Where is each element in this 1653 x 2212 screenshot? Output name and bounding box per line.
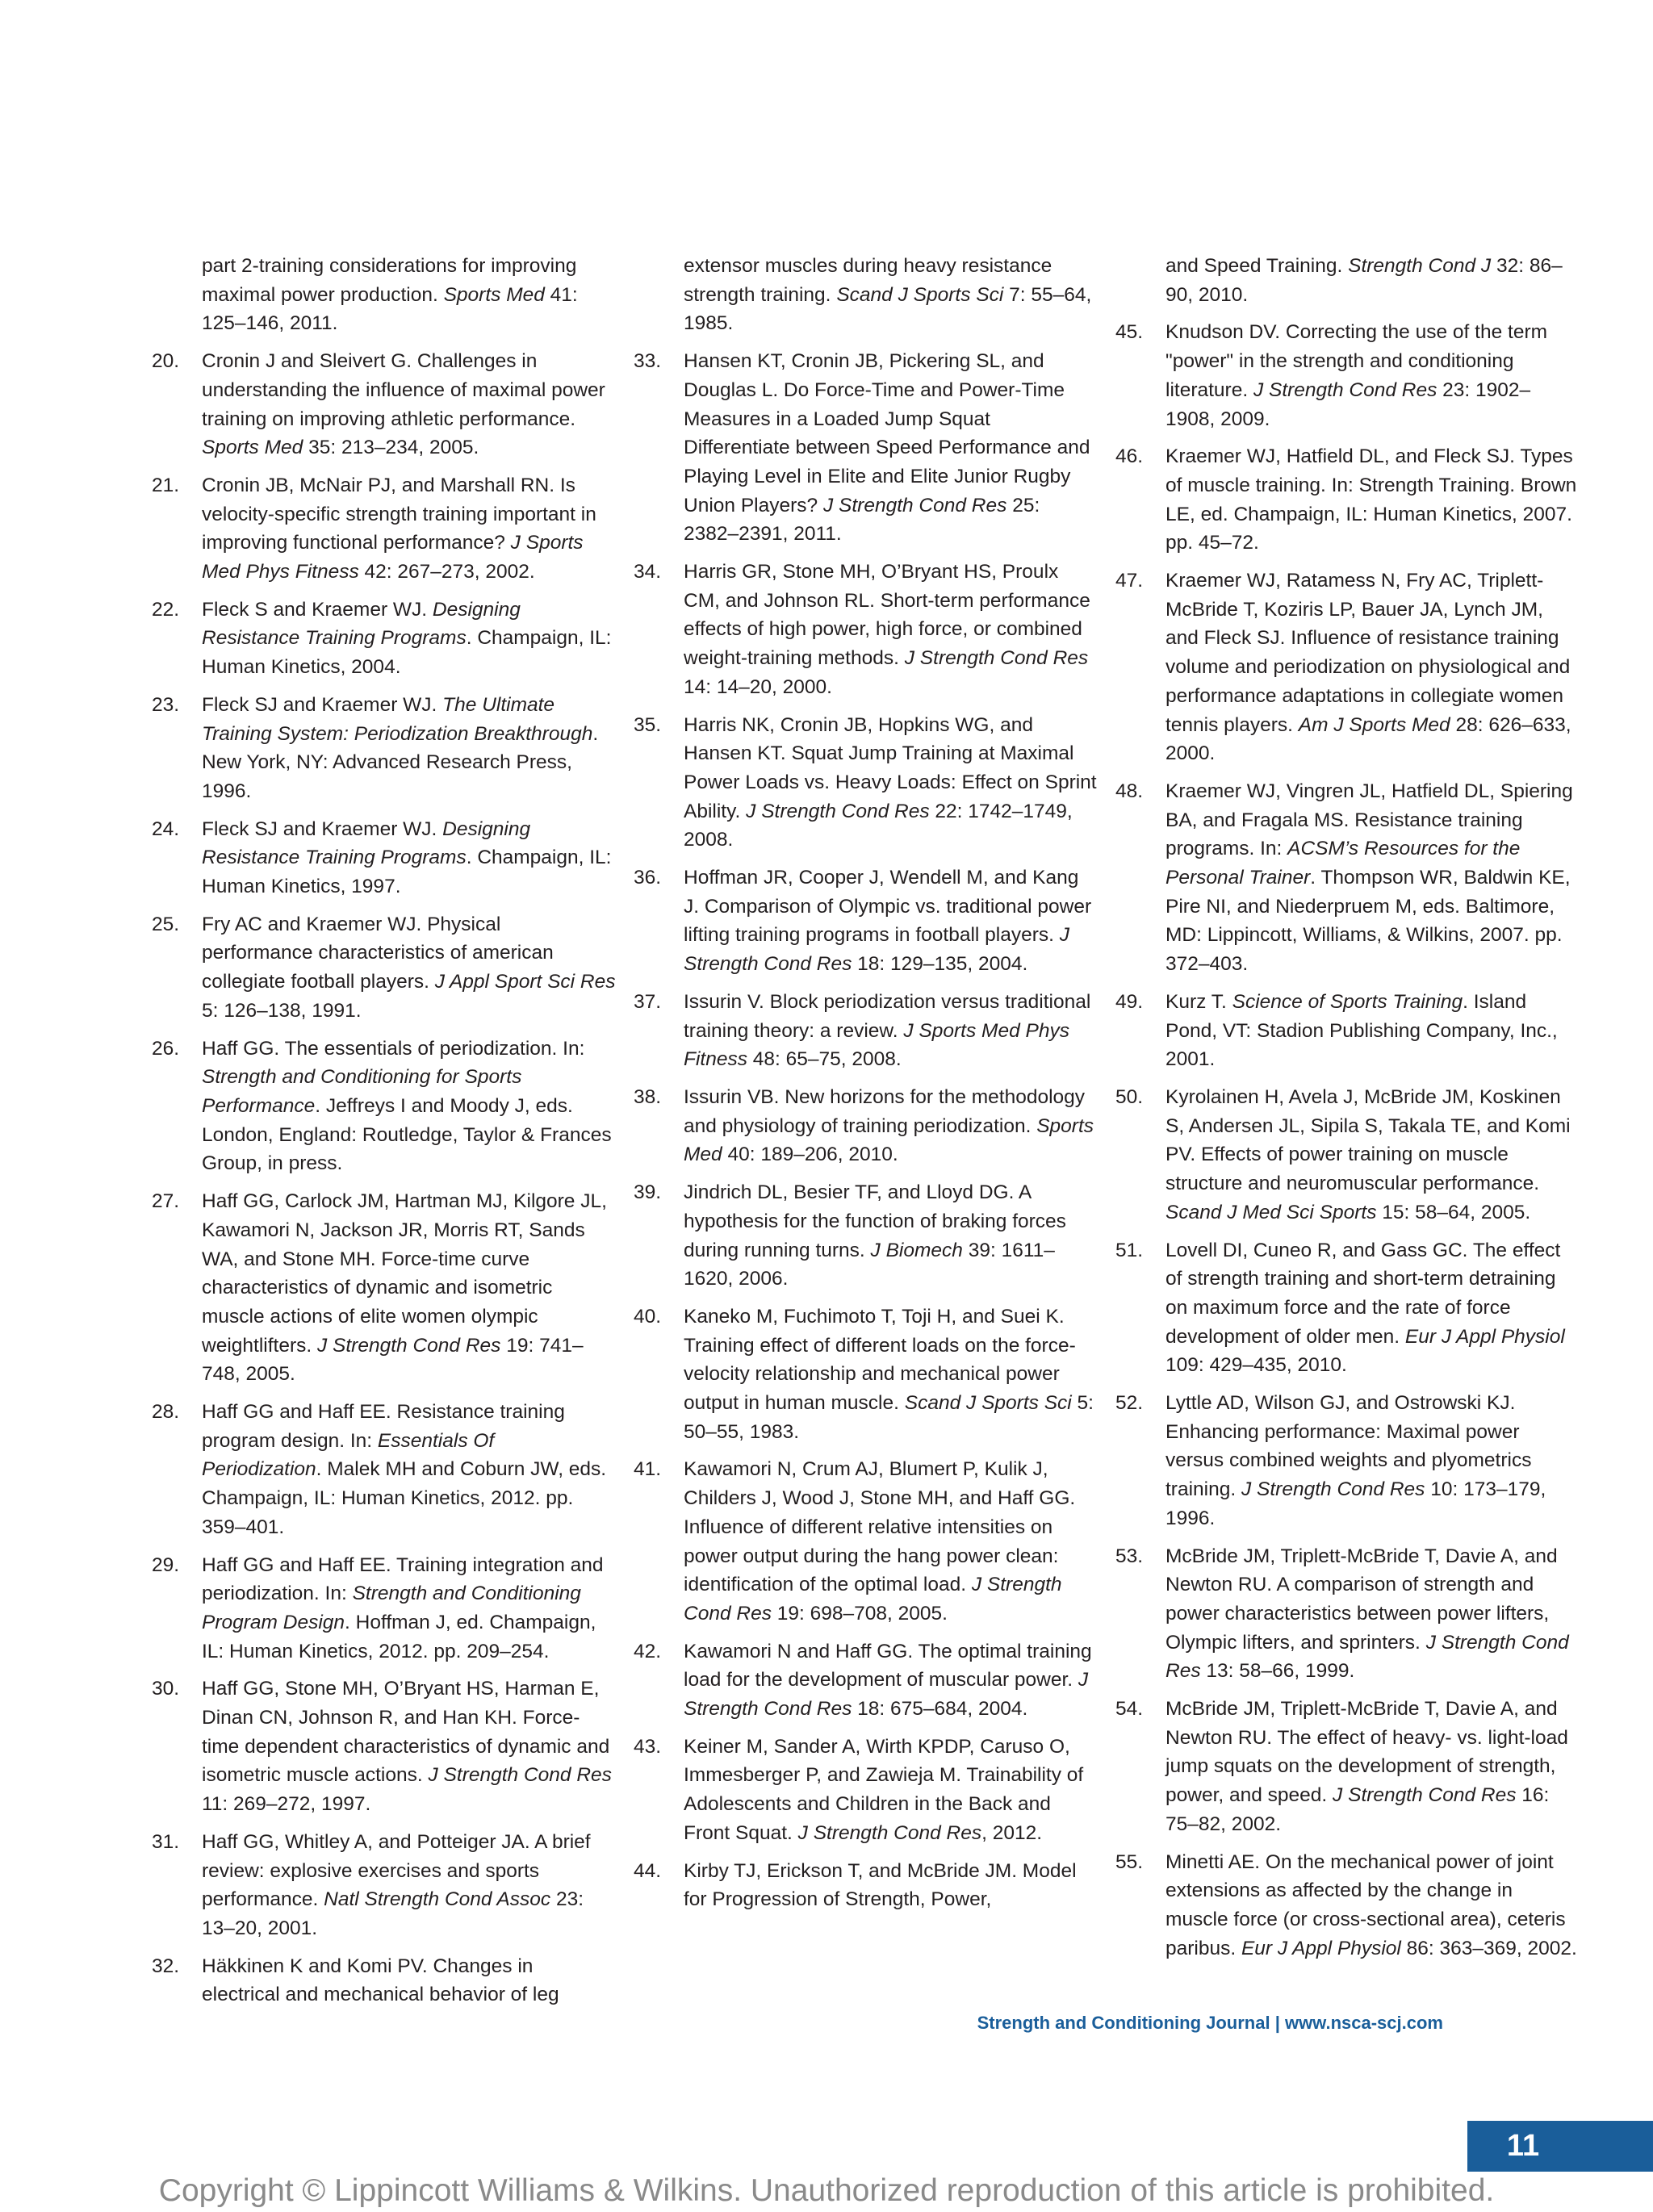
reference-text	[1165, 318, 1580, 433]
reference-text	[684, 347, 1098, 549]
reference-text-segment: Haff GG, Stone MH, O’Bryant HS, Harman E, Dinan CN, Johnson R, and Han KH. Force-time dependent characteristics of dynamic and isometric muscle actions.	[202, 1678, 610, 1787]
reference-text-segment: Kraemer WJ, Hatfield DL, and Fleck SJ. Types of muscle training. In: Strength Training. Brown LE, ed. Champaign, IL: Human Kinetics, 2007. pp. 45–72.	[1165, 445, 1577, 554]
reference-source-title: Science of Sports Training	[1232, 990, 1463, 1013]
reference-source-title: J Strength Cond Res	[684, 924, 1069, 976]
reference-text-segment: . Champaign, IL: Human Kinetics, 1997.	[202, 847, 612, 898]
reference-text	[202, 691, 616, 806]
reference-number: 54.	[1115, 1698, 1144, 1721]
reference-text-segment: Jindrich DL, Besier TF, and Lloyd DG. A hypothesis for the function of braking forces during running turns.	[684, 1181, 1066, 1261]
reference-text-segment: 16: 75–82, 2002.	[1165, 1784, 1550, 1835]
reference-text	[202, 252, 616, 338]
reference-number: 36.	[634, 867, 662, 889]
reference-text-segment: 23: 1902–1908, 2009.	[1165, 378, 1531, 430]
reference-text	[1165, 1236, 1580, 1381]
reference-source-title: J Strength Cond Res	[684, 1574, 1062, 1625]
reference-text-segment: 22: 1742–1749, 2008.	[684, 800, 1073, 851]
reference-text	[684, 863, 1098, 979]
reference-source-title: Designing Resistance Training Programs	[202, 817, 531, 869]
reference-source-title: J Strength Cond Res	[316, 1334, 501, 1357]
reference-text	[202, 1187, 616, 1389]
reference-number: 41.	[634, 1458, 662, 1481]
reference-item	[152, 691, 616, 806]
reference-number: 33.	[634, 350, 662, 373]
reference-item	[152, 347, 616, 462]
reference-source-title: Am J Sports Med	[1298, 713, 1450, 736]
reference-item	[152, 815, 616, 901]
reference-source-title: The Ultimate Training System: Periodization Breakthrough	[202, 693, 593, 745]
reference-item	[1115, 777, 1580, 979]
reference-text-segment: 39: 1611–1620, 2006.	[684, 1239, 1055, 1290]
reference-text-segment: 11: 269–272, 1997.	[202, 1793, 371, 1816]
reference-text-segment: Kirby TJ, Erickson T, and McBride JM. Model for Progression of Strength, Power,	[684, 1859, 1077, 1911]
reference-item	[634, 1083, 1098, 1169]
reference-text-segment: Fleck S and Kraemer WJ.	[202, 598, 433, 621]
reference-text	[684, 1733, 1098, 1848]
reference-item	[634, 863, 1098, 979]
reference-text	[202, 471, 616, 587]
reference-text-segment: Lovell DI, Cuneo R, and Gass GC. The effect of strength training and short-term detraining on maximum force and the rate of force development of older men.	[1165, 1239, 1561, 1348]
reference-text-segment: 7: 55–64, 1985.	[684, 283, 1092, 335]
page-number: 11	[1506, 2129, 1540, 2163]
reference-text	[202, 1551, 616, 1666]
reference-text-segment: 109: 429–435, 2010.	[1165, 1354, 1347, 1377]
reference-text	[684, 1083, 1098, 1169]
reference-item	[634, 711, 1098, 855]
reference-text-segment: Haff GG and Haff EE. Resistance training program design. In:	[202, 1401, 565, 1452]
reference-text-segment: . Hoffman J, ed. Champaign, IL: Human Kinetics, 2012. pp. 209–254.	[202, 1611, 596, 1662]
reference-item	[634, 347, 1098, 549]
reference-text-segment: 41: 125–146, 2011.	[202, 283, 578, 335]
reference-item	[634, 558, 1098, 702]
reference-item	[1115, 1848, 1580, 1963]
reference-text-segment: Kraemer WJ, Ratamess N, Fry AC, Triplett-McBride T, Koziris LP, Bauer JA, Lynch JM, and Fleck SJ. Influence of resistance training volume and periodization on physiological and performance adaptations in collegiate women tennis players.	[1165, 570, 1571, 736]
reference-text-segment: extensor muscles during heavy resistance strength training.	[684, 255, 1052, 306]
reference-text	[202, 910, 616, 1026]
reference-text-segment: . New York, NY: Advanced Research Press, 1996.	[202, 722, 599, 802]
reference-number: 44.	[634, 1859, 662, 1882]
reference-number: 32.	[152, 1955, 180, 1977]
reference-item	[152, 252, 616, 338]
reference-source-title: J Strength Cond Res	[1241, 1478, 1425, 1501]
reference-item	[634, 1637, 1098, 1724]
reference-source-title: J Appl Sport Sci Res	[434, 971, 616, 993]
reference-text	[202, 596, 616, 682]
reference-source-title: J Sports Med Phys Fitness	[684, 1019, 1069, 1071]
reference-text-segment: Kraemer WJ, Vingren JL, Hatfield DL, Spiering BA, and Fragala MS. Resistance training programs. In:	[1165, 780, 1573, 860]
reference-text	[1165, 1389, 1580, 1533]
reference-number: 35.	[634, 713, 662, 736]
reference-source-title: Scand J Sports Sci	[836, 283, 1004, 306]
reference-column-2	[634, 252, 1098, 1923]
reference-item	[152, 596, 616, 682]
reference-item	[1115, 1236, 1580, 1381]
reference-number: 21.	[152, 474, 180, 496]
reference-text-segment: Keiner M, Sander A, Wirth KPDP, Caruso O, Immesberger P, and Zawieja M. Trainability of Adolescents and Children in the Back and Front Squat.	[684, 1735, 1084, 1844]
reference-text-segment: Hoffman JR, Cooper J, Wendell M, and Kang J. Comparison of Olympic vs. traditional power lifting training programs in football players.	[684, 867, 1092, 947]
reference-item	[634, 1455, 1098, 1628]
reference-text-segment: Haff GG and Haff EE. Training integration and periodization. In:	[202, 1553, 604, 1605]
reference-source-title: Natl Strength Cond Assoc	[324, 1888, 551, 1911]
reference-number: 22.	[152, 598, 180, 621]
reference-text	[1165, 252, 1580, 309]
reference-text	[202, 1828, 616, 1943]
reference-source-title: ACSM’s Resources for the Personal Trainer	[1165, 838, 1521, 889]
reference-source-title: J Strength Cond Res	[822, 494, 1007, 516]
reference-item	[152, 1828, 616, 1943]
reference-text-segment: 32: 86–90, 2010.	[1165, 255, 1563, 306]
copyright-notice: Copyright © Lippincott Williams & Wilkins. Unauthorized reproduction of this article is prohibited.	[158, 2173, 1495, 2208]
reference-text-segment: Kaneko M, Fuchimoto T, Toji H, and Suei K. Training effect of different loads on the force-velocity relationship and mechanical power output in human muscle.	[684, 1305, 1076, 1415]
reference-source-title: Designing Resistance Training Programs	[202, 598, 521, 650]
reference-text-segment: . Champaign, IL: Human Kinetics, 2004.	[202, 627, 612, 679]
reference-text	[202, 347, 616, 462]
reference-text	[1165, 988, 1580, 1074]
reference-number: 49.	[1115, 990, 1144, 1013]
reference-text	[202, 1952, 616, 2009]
reference-source-title: Sports Med	[443, 283, 545, 306]
reference-item	[634, 1178, 1098, 1294]
reference-item	[152, 1398, 616, 1542]
reference-source-title: J Strength Cond Res	[1333, 1784, 1517, 1807]
reference-text-segment: , 2012.	[981, 1821, 1043, 1844]
reference-number: 23.	[152, 693, 180, 716]
reference-source-title: J Strength Cond Res	[684, 1669, 1089, 1721]
reference-number: 53.	[1115, 1545, 1144, 1567]
reference-source-title: J Biomech	[870, 1239, 963, 1261]
reference-text-segment: Issurin V. Block periodization versus traditional training theory: a review.	[684, 990, 1091, 1042]
reference-item	[634, 252, 1098, 338]
reference-number: 52.	[1115, 1392, 1144, 1415]
reference-text-segment: Lyttle AD, Wilson GJ, and Ostrowski KJ. Enhancing performance: Maximal power versus combined weights and plyometrics training.	[1165, 1392, 1532, 1501]
reference-text	[1165, 1083, 1580, 1227]
reference-text-segment: . Jeffreys I and Moody J, eds. London, England: Routledge, Taylor & Frances Group, in press.	[202, 1094, 612, 1175]
reference-source-title: Strength and Conditioning Program Design	[202, 1583, 581, 1633]
reference-number: 26.	[152, 1037, 180, 1060]
reference-number: 30.	[152, 1678, 180, 1700]
reference-text-segment: . Thompson WR, Baldwin KE, Pire NI, and Niederpruem M, eds. Baltimore, MD: Lippincott, Williams, & Wilkins, 2007. pp. 372–403.	[1165, 867, 1571, 976]
reference-item	[634, 988, 1098, 1074]
reference-number: 45.	[1115, 321, 1144, 344]
reference-text-segment: Knudson DV. Correcting the use of the term "power" in the strength and conditioning literature.	[1165, 321, 1548, 401]
reference-item	[152, 471, 616, 587]
reference-item	[1115, 252, 1580, 309]
reference-number: 39.	[634, 1181, 662, 1204]
reference-item	[634, 1857, 1098, 1914]
reference-text-segment: 28: 626–633, 2000.	[1165, 713, 1571, 765]
reference-text-segment: Harris GR, Stone MH, O’Bryant HS, Proulx CM, and Johnson RL. Short-term performance effects of high power, high force, or combined weight-training methods.	[684, 561, 1090, 670]
reference-number: 51.	[1115, 1239, 1144, 1261]
reference-text-segment: Kawamori N and Haff GG. The optimal training load for the development of muscular power.	[684, 1640, 1092, 1691]
reference-item	[1115, 988, 1580, 1074]
reference-source-title: J Strength Cond Res	[904, 647, 1089, 670]
reference-text	[202, 1398, 616, 1542]
reference-number: 50.	[1115, 1085, 1144, 1108]
reference-text	[684, 988, 1098, 1074]
reference-text-segment: Haff GG. The essentials of periodization. In:	[202, 1037, 585, 1060]
reference-number: 31.	[152, 1830, 180, 1853]
reference-text-segment: 15: 58–64, 2005.	[1376, 1201, 1531, 1223]
reference-item	[634, 1303, 1098, 1447]
reference-item	[152, 1187, 616, 1389]
reference-text-segment: and Speed Training.	[1165, 255, 1349, 277]
reference-source-title: J Strength Cond Res	[797, 1821, 982, 1844]
reference-text-segment: 25: 2382–2391, 2011.	[684, 494, 1040, 546]
reference-source-title: J Sports Med Phys Fitness	[202, 532, 584, 583]
reference-source-title: Scand J Med Sci Sports	[1165, 1201, 1377, 1223]
reference-text-segment: Harris NK, Cronin JB, Hopkins WG, and Hansen KT. Squat Jump Training at Maximal Power Loads vs. Heavy Loads: Effect on Sprint Ability.	[684, 713, 1097, 822]
reference-text-segment: . Island Pond, VT: Stadion Publishing Company, Inc., 2001.	[1165, 990, 1558, 1071]
reference-text-segment: 10: 173–179, 1996.	[1165, 1478, 1546, 1529]
reference-text-segment: 13: 58–66, 1999.	[1200, 1660, 1355, 1683]
reference-item	[1115, 442, 1580, 558]
reference-text	[1165, 1695, 1580, 1839]
reference-number: 28.	[152, 1401, 180, 1424]
reference-text	[1165, 442, 1580, 558]
reference-source-title: Essentials Of Periodization	[202, 1429, 495, 1481]
reference-source-title: Sports Med	[202, 437, 303, 459]
reference-text-segment: part 2-training considerations for improving maximal power production.	[202, 255, 577, 306]
reference-source-title: J Strength Cond Res	[428, 1764, 612, 1787]
reference-number: 24.	[152, 817, 180, 840]
reference-item	[1115, 1542, 1580, 1687]
reference-text-segment: 18: 129–135, 2004.	[852, 953, 1028, 976]
reference-item	[1115, 1389, 1580, 1533]
reference-text-segment: 35: 213–234, 2005.	[303, 437, 479, 459]
reference-text-segment: 48: 65–75, 2008.	[747, 1048, 902, 1071]
reference-text	[202, 815, 616, 901]
reference-number: 48.	[1115, 780, 1144, 802]
reference-text-segment: Cronin J and Sleivert G. Challenges in understanding the influence of maximal power training on improving athletic performance.	[202, 350, 605, 430]
footer-journal-line: Strength and Conditioning Journal | www.nsca-scj.com	[977, 2013, 1443, 2033]
reference-text-segment: Kyrolainen H, Avela J, McBride JM, Koskinen S, Andersen JL, Sipila S, Takala TE, and Komi PV. Effects of power training on muscle structure and neuromuscular performance.	[1165, 1085, 1571, 1195]
reference-item	[1115, 1083, 1580, 1227]
reference-text	[684, 1303, 1098, 1447]
reference-item	[152, 1035, 616, 1179]
reference-text	[1165, 777, 1580, 979]
reference-item	[152, 1551, 616, 1666]
reference-text-segment: 19: 741–748, 2005.	[202, 1334, 584, 1386]
reference-text	[684, 252, 1098, 338]
reference-item	[634, 1733, 1098, 1848]
reference-number: 55.	[1115, 1850, 1144, 1873]
reference-number: 46.	[1115, 445, 1144, 468]
reference-text-segment: 5: 126–138, 1991.	[202, 999, 362, 1022]
reference-text-segment: 19: 698–708, 2005.	[771, 1602, 948, 1625]
reference-text	[1165, 1848, 1580, 1963]
reference-text-segment: Kurz T.	[1165, 990, 1232, 1013]
reference-text-segment: 5: 50–55, 1983.	[684, 1392, 1094, 1443]
reference-text-segment: McBride JM, Triplett-McBride T, Davie A, and Newton RU. The effect of heavy- vs. light-load jump squats on the development of strength, power, and speed.	[1165, 1698, 1568, 1807]
reference-source-title: J Strength Cond Res	[1165, 1631, 1569, 1683]
reference-number: 20.	[152, 350, 180, 373]
reference-text	[684, 711, 1098, 855]
reference-number: 25.	[152, 913, 180, 935]
reference-text-segment: McBride JM, Triplett-McBride T, Davie A, and Newton RU. A comparison of strength and power characteristics between power lifters, Olympic lifters, and sprinters.	[1165, 1545, 1558, 1654]
reference-source-title: Sports Med	[684, 1114, 1094, 1166]
reference-column-1	[152, 252, 616, 2018]
reference-text-segment: Issurin VB. New horizons for the methodology and physiology of training periodization.	[684, 1085, 1086, 1137]
reference-source-title: Strength Cond J	[1348, 255, 1492, 277]
reference-number: 34.	[634, 561, 662, 583]
reference-text-segment: Haff GG, Whitley A, and Potteiger JA. A brief review: explosive exercises and sports performance.	[202, 1830, 591, 1911]
reference-number: 40.	[634, 1305, 662, 1328]
reference-text-segment: Fry AC and Kraemer WJ. Physical performance characteristics of american collegiate football players.	[202, 913, 554, 993]
reference-source-title: Eur J Appl Physiol	[1241, 1937, 1401, 1959]
reference-number: 27.	[152, 1190, 180, 1213]
reference-text	[684, 1857, 1098, 1914]
reference-text-segment: 14: 14–20, 2000.	[684, 675, 832, 698]
reference-text-segment: Hansen KT, Cronin JB, Pickering SL, and Douglas L. Do Force-Time and Power-Time Measures in a Loaded Jump Squat Differentiate between Speed Performance and Playing Level in Elite and Elite Junior Rugby Union Players?	[684, 350, 1090, 516]
reference-text-segment: Kawamori N, Crum AJ, Blumert P, Kulik J, Childers J, Wood J, Stone MH, and Haff GG. Influence of different relative intensities on power output during the hang power clean: identification of the optimal load.	[684, 1458, 1076, 1596]
reference-text	[1165, 1542, 1580, 1687]
reference-text-segment: Minetti AE. On the mechanical power of joint extensions as affected by the change in muscle force (or cross-sectional area), ceteris paribus.	[1165, 1850, 1566, 1959]
reference-text-segment: 86: 363–369, 2002.	[1400, 1937, 1577, 1959]
reference-text-segment: Häkkinen K and Komi PV. Changes in electrical and mechanical behavior of leg	[202, 1955, 559, 2006]
reference-text-segment: Fleck SJ and Kraemer WJ.	[202, 817, 443, 840]
reference-text-segment: 40: 189–206, 2010.	[722, 1144, 898, 1166]
reference-number: 38.	[634, 1085, 662, 1108]
reference-text-segment: 18: 675–684, 2004.	[852, 1698, 1028, 1721]
reference-text	[684, 1455, 1098, 1628]
reference-number: 29.	[152, 1553, 180, 1576]
reference-text	[202, 1675, 616, 1819]
reference-item	[152, 1952, 616, 2009]
reference-source-title: Eur J Appl Physiol	[1404, 1325, 1565, 1348]
reference-item	[1115, 567, 1580, 768]
reference-number: 47.	[1115, 570, 1144, 592]
reference-text-segment: . Malek MH and Coburn JW, eds. Champaign, IL: Human Kinetics, 2012. pp. 359–401.	[202, 1458, 607, 1538]
reference-item	[152, 1675, 616, 1819]
reference-item	[1115, 1695, 1580, 1839]
reference-source-title: J Strength Cond Res	[1253, 378, 1437, 401]
reference-number: 42.	[634, 1640, 662, 1662]
reference-text-segment: Cronin JB, McNair PJ, and Marshall RN. Is velocity-specific strength training important in improving functional performance?	[202, 474, 596, 554]
reference-text	[1165, 567, 1580, 768]
reference-text	[202, 1035, 616, 1179]
reference-text	[684, 1178, 1098, 1294]
reference-text	[684, 558, 1098, 702]
reference-item	[152, 910, 616, 1026]
reference-source-title: Scand J Sports Sci	[904, 1392, 1072, 1415]
reference-text-segment: 23: 13–20, 2001.	[202, 1888, 584, 1939]
reference-text	[684, 1637, 1098, 1724]
reference-text-segment: Fleck SJ and Kraemer WJ.	[202, 693, 443, 716]
reference-item	[1115, 318, 1580, 433]
reference-number: 37.	[634, 990, 662, 1013]
reference-text-segment: Haff GG, Carlock JM, Hartman MJ, Kilgore JL, Kawamori N, Jackson JR, Morris RT, Sands WA, and Stone MH. Force-time curve characteristics of dynamic and isometric muscle actions of elite women olympic weightlifters.	[202, 1190, 607, 1357]
reference-number: 43.	[634, 1735, 662, 1758]
reference-column-3	[1115, 252, 1580, 1972]
reference-text-segment: 42: 267–273, 2002.	[358, 561, 535, 583]
reference-source-title: J Strength Cond Res	[746, 800, 930, 822]
reference-source-title: Strength and Conditioning for Sports Performance	[202, 1066, 522, 1117]
